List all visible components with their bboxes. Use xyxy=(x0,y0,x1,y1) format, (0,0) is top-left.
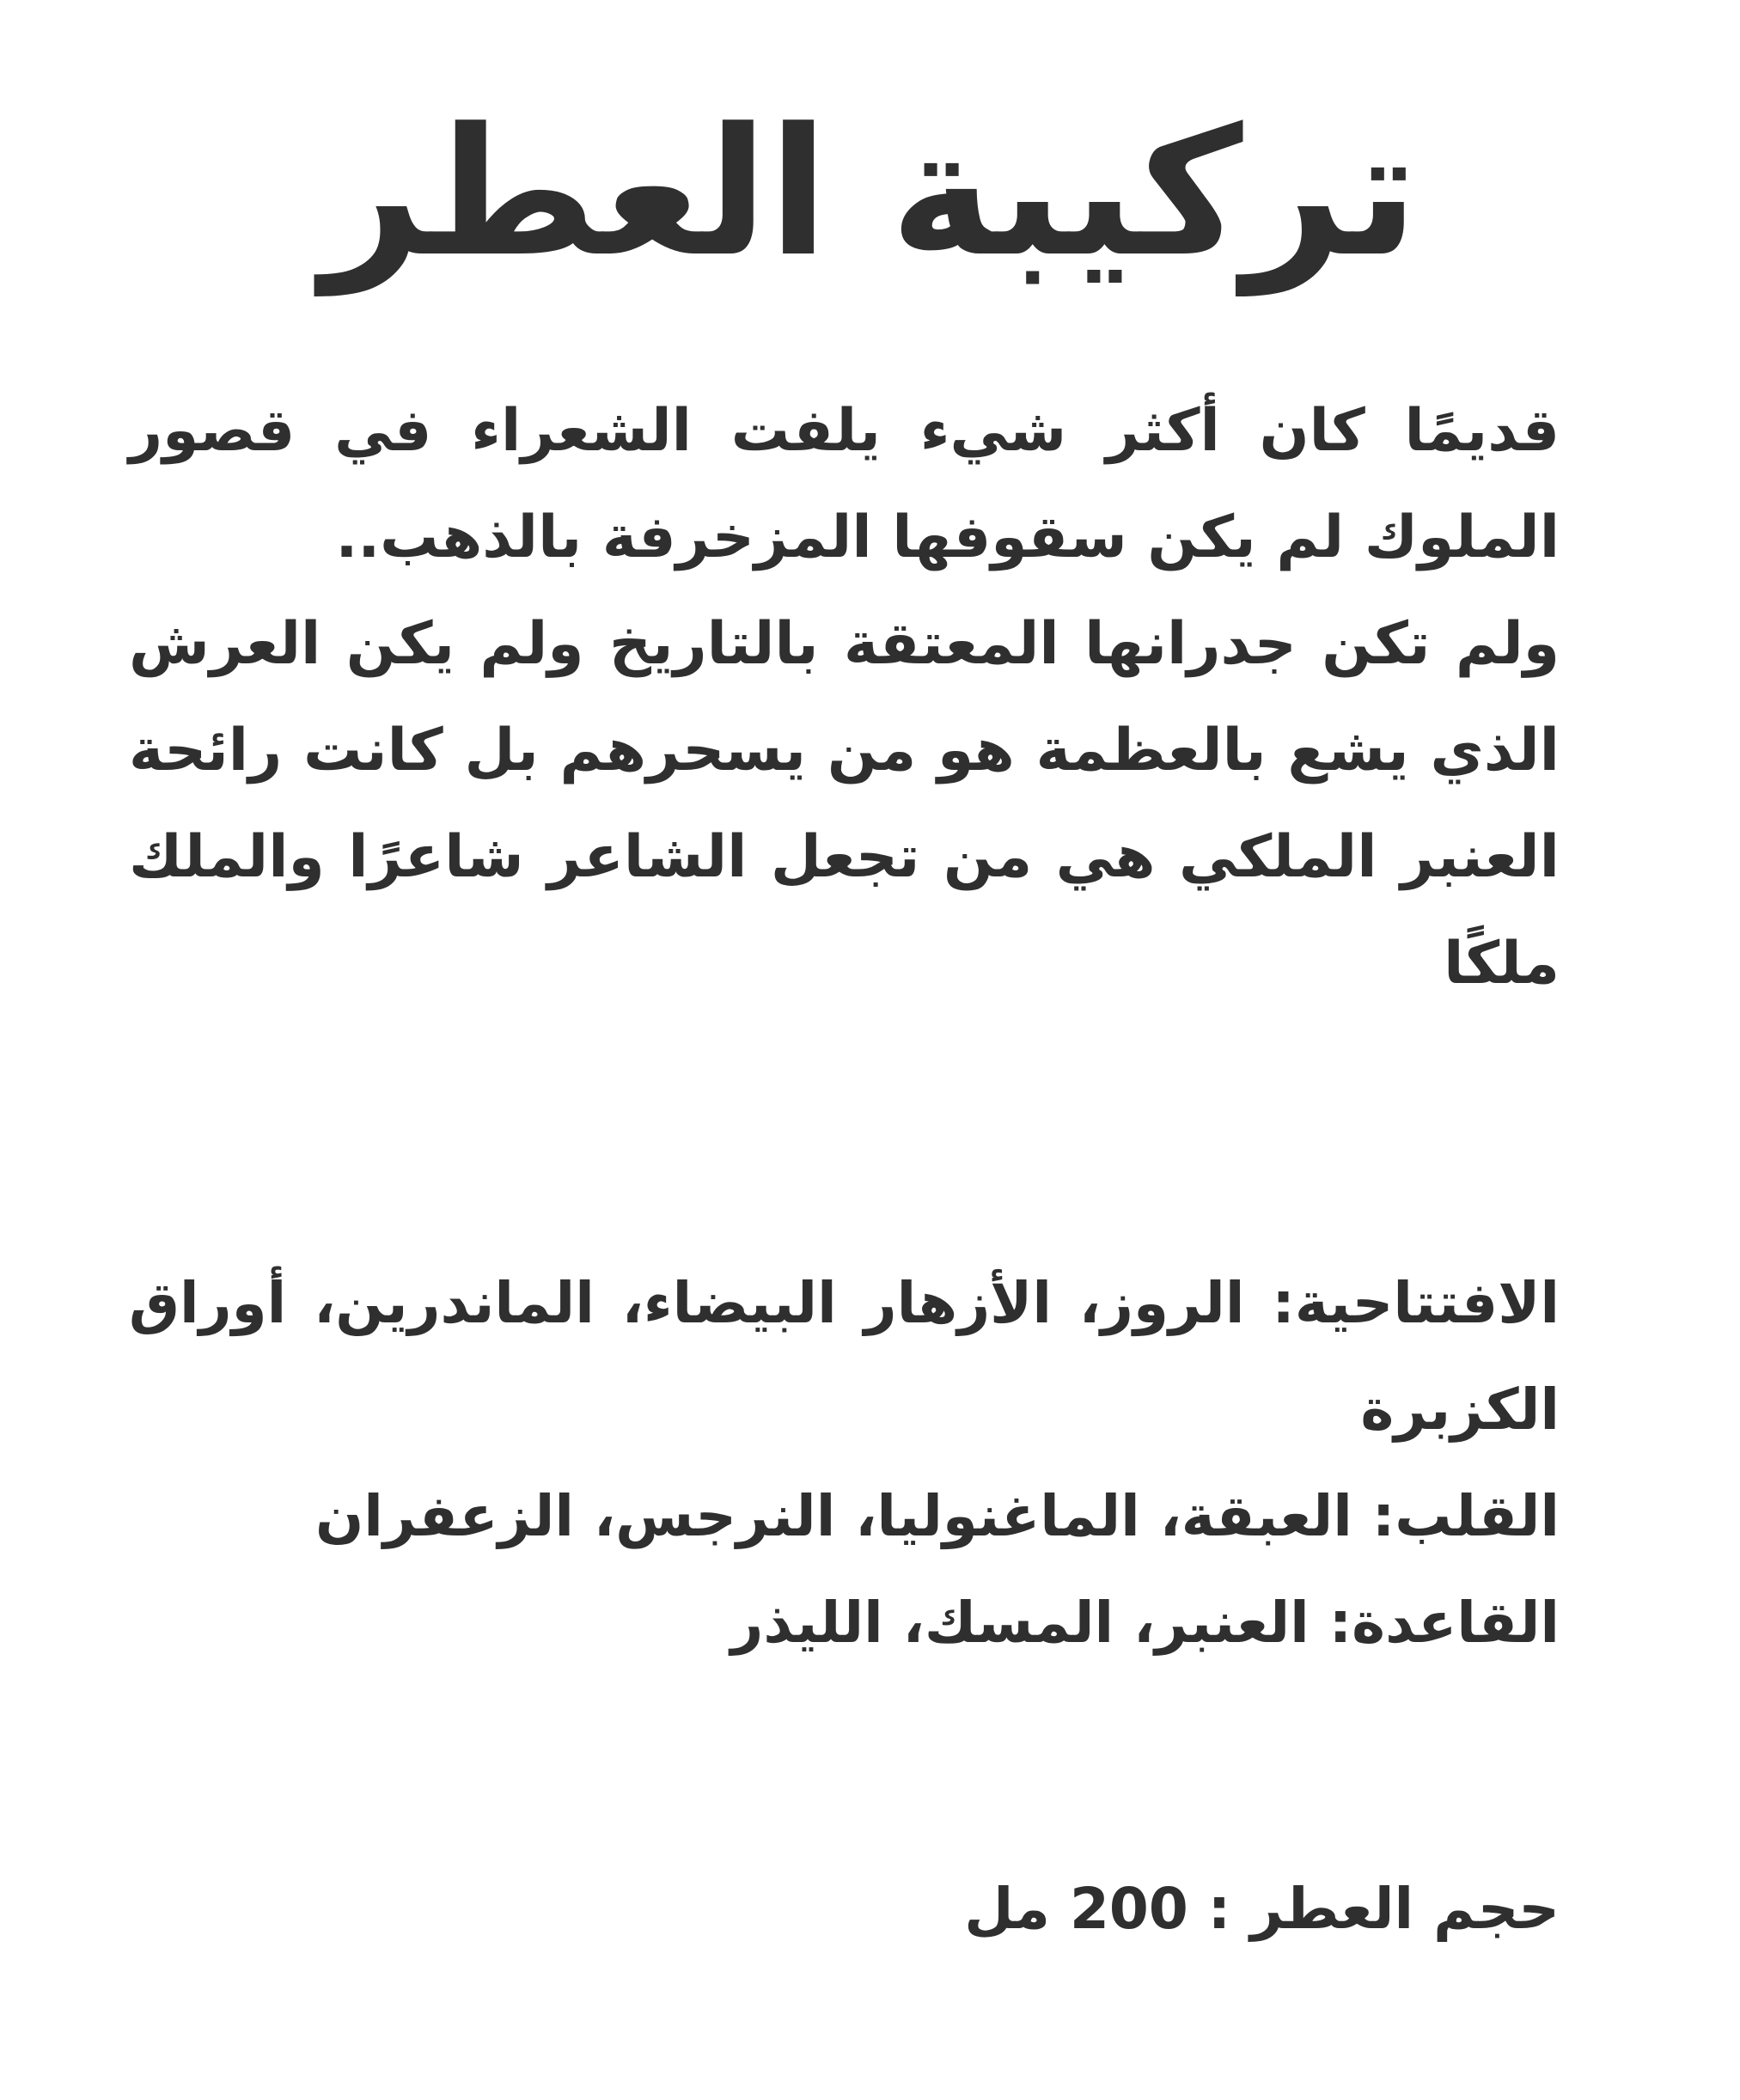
perfume-volume: حجم العطر : 200 مل xyxy=(964,1876,1560,1942)
base-notes: القاعدة: العنبر، المسك، الليذر xyxy=(730,1590,1560,1656)
heart-notes: القلب: العبقة، الماغنوليا، النرجس، الزعفران xyxy=(314,1483,1560,1549)
intro-paragraph-1: قديمًا كان أكثر شيء يلفت الشعراء في قصور الملوك لم يكن سقوفها المزخرفة بالذهب.. xyxy=(129,397,1560,571)
fragrance-notes xyxy=(129,1250,1560,1676)
top-notes: الافتتاحية: الروز، الأزهار البيضاء، الماندرين، أوراق الكزبرة xyxy=(129,1270,1560,1443)
intro-paragraph-2: ولم تكن جدرانها المعتقة بالتاريخ ولم يكن العرش الذي يشع بالعظمة هو من يسحرهم بل كانت رائحة العنبر الملكي هي من تجعل الشاعر شاعرًا والملك ملكًا xyxy=(129,610,1560,998)
intro-text xyxy=(129,378,1560,1017)
page-title: تركيبة العطر xyxy=(321,91,1419,296)
